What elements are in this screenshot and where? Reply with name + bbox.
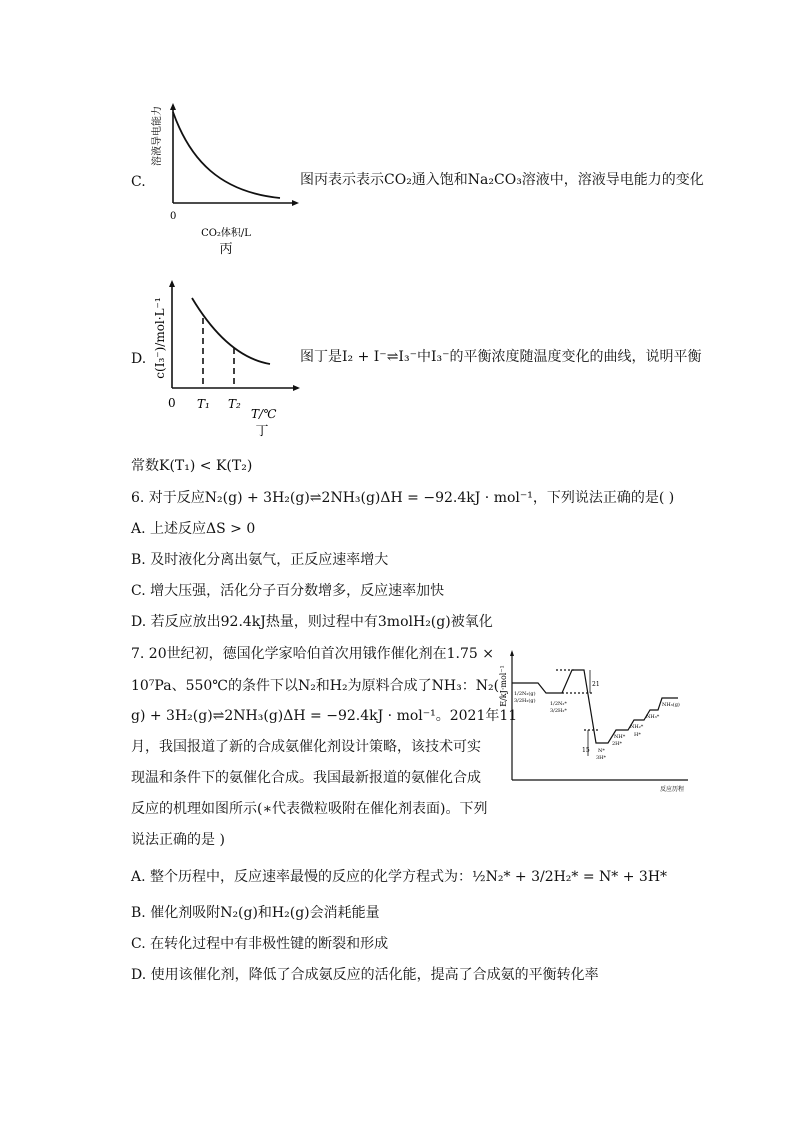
graph-d-x-arrow <box>293 385 300 391</box>
graph-d-t1: T₁ <box>197 397 210 411</box>
graph-d-xlabel: T/℃ <box>251 407 277 421</box>
energy-barrier-15: 15 <box>582 747 590 754</box>
q7-option-b: B. 催化剂吸附N₂(g)和H₂(g)会消耗能量 <box>131 905 380 921</box>
q7-option-a: A. 整个历程中，反应速率最慢的反应的化学方程式为：½N₂* + 3/2H₂* = N* + 3H* <box>131 869 668 885</box>
option-d-letter: D. <box>131 351 147 367</box>
energy-species-9: NH₂* <box>630 724 644 730</box>
q7-line-3: g) + 3H₂(g)⇌2NH₃(g)ΔH = −92.4kJ · mol⁻¹。2021年11 <box>131 708 518 724</box>
energy-diagram <box>500 648 700 796</box>
q7-line-6: 反应的机理如图所示(∗代表微粒吸附在催化剂表面)。下列 <box>131 801 488 817</box>
energy-species-5: N* <box>598 748 605 754</box>
energy-species-10: H* <box>634 732 641 738</box>
q6-option-a: A. 上述反应ΔS > 0 <box>131 521 256 537</box>
energy-species-12: NH₃(g) <box>662 702 680 708</box>
q7-line-7: 说法正确的是 ) <box>131 832 225 848</box>
energy-species-11: NH₃* <box>646 714 660 720</box>
graph-d-y-arrow <box>169 280 175 287</box>
q6-option-d: D. 若反应放出92.4kJ热量，则过程中有3molH₂(g)被氧化 <box>131 614 493 630</box>
option-d-text: 图丁是I₂ + I⁻⇌I₃⁻中I₃⁻的平衡浓度随温度变化的曲线，说明平衡 <box>300 349 702 365</box>
q7-line-4: 月，我国报道了新的合成氨催化剂设计策略，该技术可实 <box>131 739 481 755</box>
graph-c-xlabel: CO₂体积/L <box>201 228 251 239</box>
graph-c-ylabel: 溶液导电能力 <box>152 106 163 166</box>
graph-c-x-arrow <box>292 200 299 206</box>
energy-species-3: 1/2N₂* <box>550 701 567 707</box>
energy-species-2: 3/2H₂(g) <box>514 698 536 704</box>
option-c-letter: C. <box>131 174 146 190</box>
q7-option-c: C. 在转化过程中有非极性键的断裂和形成 <box>131 936 389 952</box>
q6-option-c: C. 增大压强，活化分子百分数增多，反应速率加快 <box>131 583 445 599</box>
q7-line-2: 10⁷Pa、550℃的条件下以N₂和H₂为原料合成了NH₃：N₂( <box>131 678 500 694</box>
energy-y-arrow <box>510 650 514 656</box>
energy-species-8: 2H* <box>612 741 623 747</box>
energy-species-7: NH* <box>614 734 626 740</box>
graph-c-origin: 0 <box>170 211 177 222</box>
graph-d-origin: 0 <box>168 396 176 410</box>
energy-ylabel: E/kJ·mol⁻¹ <box>499 665 508 707</box>
graph-d-t2: T₂ <box>228 397 241 411</box>
q6-option-b: B. 及时液化分离出氨气，正反应速率增大 <box>131 552 389 568</box>
energy-species-4: 3/2H₂* <box>550 708 567 714</box>
graph-c-y-arrow <box>170 103 176 110</box>
energy-species-1: 1/2N₂(g) <box>514 691 536 697</box>
q6-stem: 6. 对于反应N₂(g) + 3H₂(g)⇌2NH₃(g)ΔH = −92.4kJ · mol⁻¹，下列说法正确的是( ) <box>131 490 675 506</box>
energy-species-6: 3H* <box>596 755 607 761</box>
graph-c-caption: 丙 <box>219 242 233 257</box>
graph-d-caption: 丁 <box>255 424 269 439</box>
graph-d <box>150 278 300 443</box>
q7-line-5: 现温和条件下的氨催化合成。我国最新报道的氨催化合成 <box>131 770 481 786</box>
graph-d-ylabel: c(I₃⁻)/mol·L⁻¹ <box>153 297 167 379</box>
graph-c <box>150 100 300 260</box>
energy-xlabel: 反应历程 <box>660 786 685 793</box>
graph-c-curve <box>173 112 280 198</box>
q7-line-1: 7. 20世纪初，德国化学家哈伯首次用锇作催化剂在1.75 × <box>131 646 494 662</box>
q7-option-d: D. 使用该催化剂，降低了合成氨反应的活化能，提高了合成氨的平衡转化率 <box>131 967 599 983</box>
option-c-text: 图丙表示表示CO₂通入饱和Na₂CO₃溶液中，溶液导电能力的变化 <box>300 172 704 188</box>
option-d-text-cont: 常数K(T₁) < K(T₂) <box>131 458 253 474</box>
energy-barrier-21: 21 <box>592 681 600 688</box>
